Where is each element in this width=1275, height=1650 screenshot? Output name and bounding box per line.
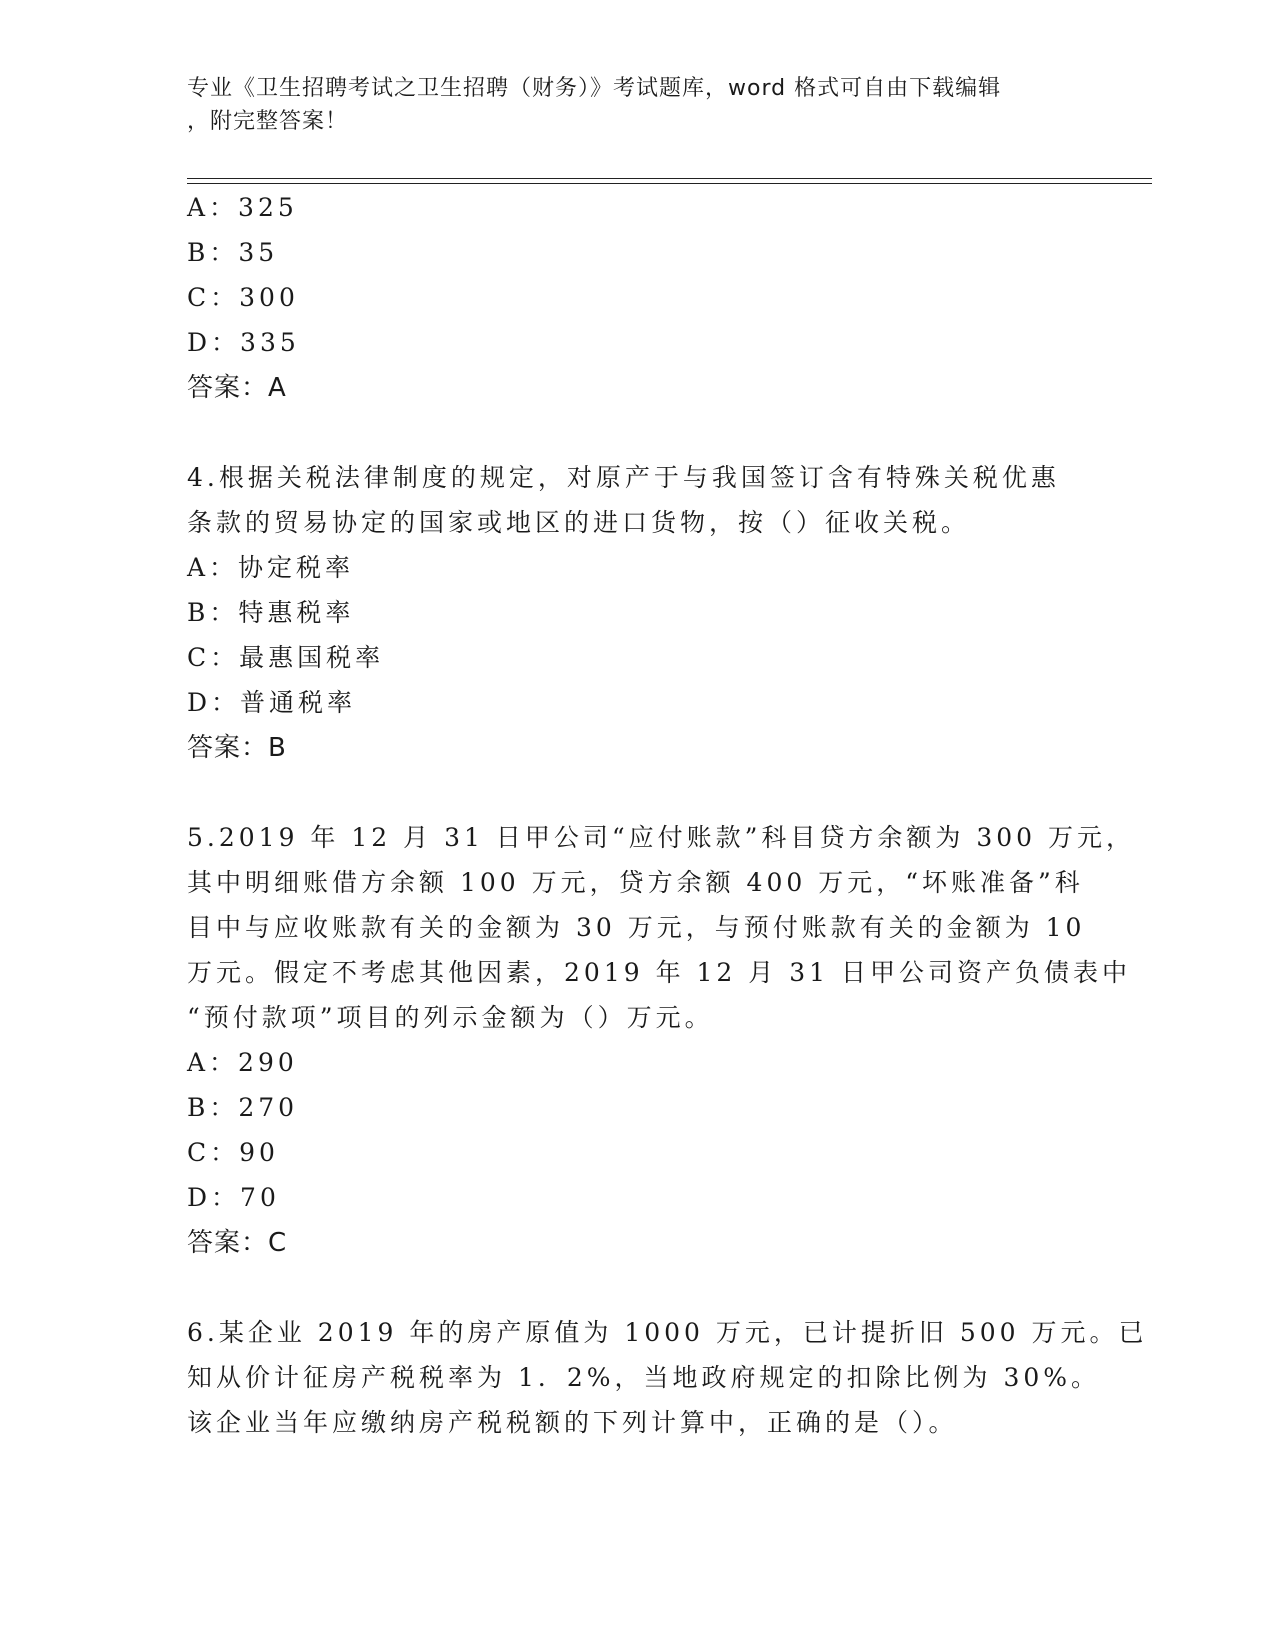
header-divider-top <box>187 178 1152 179</box>
q3-option-b: B：35 <box>187 238 279 267</box>
q4-stem-line-2: 条款的贸易协定的国家或地区的进口货物，按（）征收关税。 <box>187 508 971 537</box>
q3-option-c: C：300 <box>187 283 299 312</box>
q4-answer: 答案：B <box>187 733 287 763</box>
q4-stem-line-1: 4.根据关税法律制度的规定，对原产于与我国签订含有特殊关税优惠 <box>187 463 1060 492</box>
q4-option-a: A：协定税率 <box>187 553 355 582</box>
q3-option-d: D：335 <box>187 328 300 357</box>
q5-option-a: A：290 <box>187 1048 298 1077</box>
q4-option-d: D：普通税率 <box>187 688 357 717</box>
q5-answer: 答案：C <box>187 1228 288 1258</box>
header-divider-bottom <box>187 183 1152 184</box>
q5-stem-line-4: 万元。假定不考虑其他因素，2019 年 12 月 31 日甲公司资产负债表中 <box>187 958 1131 987</box>
q5-option-b: B：270 <box>187 1093 299 1122</box>
q3-answer: 答案：A <box>187 373 287 403</box>
document-header <box>187 72 1087 138</box>
q5-option-c: C：90 <box>187 1138 279 1167</box>
q5-stem-line-1: 5.2019 年 12 月 31 日甲公司“应付账款”科目贷方余额为 300 万元， <box>187 823 1136 852</box>
q3-option-a: A：325 <box>187 193 298 222</box>
q4-option-b: B：特惠税率 <box>187 598 355 627</box>
q5-option-d: D：70 <box>187 1183 280 1212</box>
q5-stem-line-2: 其中明细账借方余额 100 万元，贷方余额 400 万元，“坏账准备”科 <box>187 868 1084 897</box>
q4-option-c: C：最惠国税率 <box>187 643 385 672</box>
q5-stem-line-5: “预付款项”项目的列示金额为（）万元。 <box>187 1003 714 1032</box>
q6-stem-line-2: 知从价计征房产税税率为 1．2%，当地政府规定的扣除比例为 30%。 <box>187 1363 1101 1392</box>
q6-stem-line-1: 6.某企业 2019 年的房产原值为 1000 万元，已计提折旧 500 万元。已 <box>187 1318 1148 1347</box>
header-line-2: ，附完整答案！ <box>187 109 349 134</box>
q6-stem-line-3: 该企业当年应缴纳房产税税额的下列计算中，正确的是（）。 <box>187 1408 958 1437</box>
q5-stem-line-3: 目中与应收账款有关的金额为 30 万元，与预付账款有关的金额为 10 <box>187 913 1086 942</box>
header-line-1: 专业《卫生招聘考试之卫生招聘（财务）》考试题库，word 格式可自由下载编辑 <box>187 76 1002 101</box>
